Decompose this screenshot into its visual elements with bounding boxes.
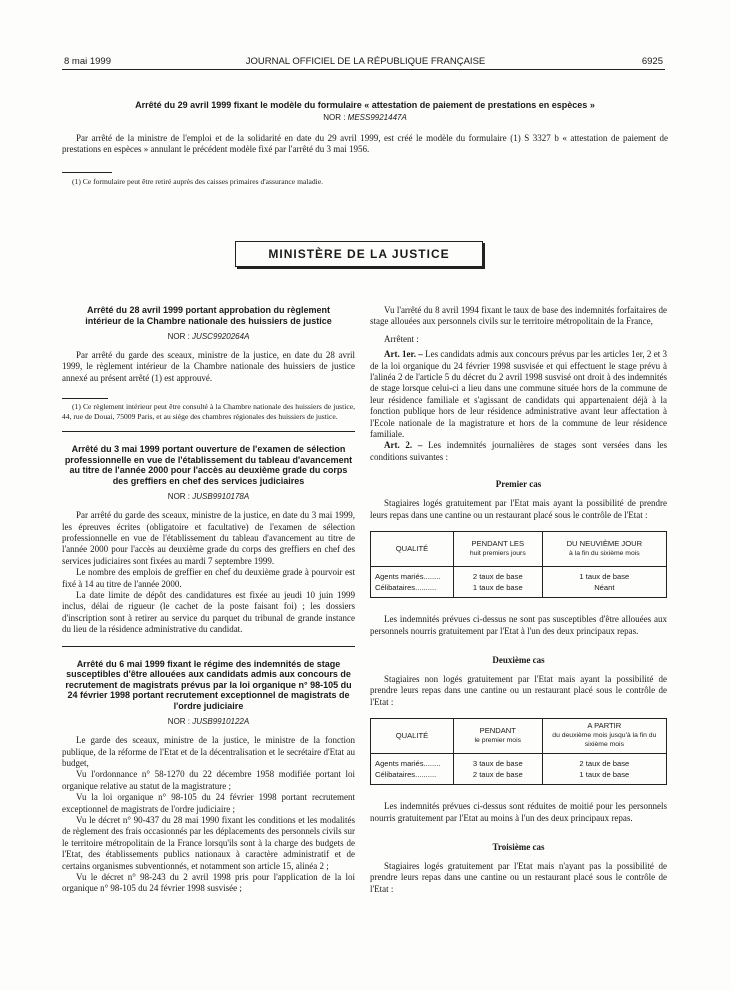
top-article-title: Arrêté du 29 avril 1999 fixant le modèle du formulaire « attestation de paiement de prestations en espèces » bbox=[135, 100, 595, 110]
article-paragraph: Le garde des sceaux, ministre de la justice, le ministre de la fonction publique, de la réforme de l'Etat et de la décentralisation et le secrétaire d'Etat au budget, bbox=[62, 735, 355, 768]
table-cell: 1 taux de base Néant bbox=[542, 567, 666, 598]
article-paragraph: Par arrêté du garde des sceaux, ministre de la justice, en date du 3 mai 1999, les épreuves écrites (obligatoire et facultative) de l'examen de sélection professionnelle en vue de l'établissement du tableau d'avancement au titre de l'année 2000 pour l'accès au deuxième grade du corps des greffiers en chef des services judiciaires sont fixées au mardi 7 septembre 1999. bbox=[62, 510, 355, 566]
nor-label: NOR : bbox=[167, 492, 191, 502]
table-header: QUALITÉ bbox=[371, 532, 454, 567]
table-cell: Agents mariés........ Célibataires.......... bbox=[371, 567, 454, 598]
case-heading: Deuxième cas bbox=[492, 654, 545, 665]
case-note: Les indemnités prévues ci-dessus ne sont pas susceptibles d'être allouées aux personnels nourris gratuitement par l'Etat à l'un des deux principaux repas. bbox=[370, 614, 667, 636]
nor-code: JUSB9910122A bbox=[192, 717, 250, 727]
nor-label: NOR : bbox=[167, 717, 191, 727]
case-heading: Troisième cas bbox=[492, 841, 545, 852]
article-1 bbox=[370, 349, 667, 440]
footnote-rule bbox=[62, 172, 112, 173]
article-footnote: (1) Ce règlement intérieur peut être consulté à la Chambre nationale des huissiers de justice, 44, rue de Douai, 75009 Paris, et au siège des chambres régionales des huissiers de justice. bbox=[62, 402, 355, 421]
right-column bbox=[370, 305, 667, 895]
article-paragraph: Vu la loi organique n° 98-105 du 24 février 1998 portant recrutement exceptionnel de magistrats de l'ordre judiciaire ; bbox=[62, 792, 355, 814]
footnote-rule bbox=[62, 398, 108, 399]
ministry-heading: MINISTÈRE DE LA JUSTICE bbox=[235, 241, 483, 267]
table-header: A PARTIR du deuxième mois jusqu'à la fin du sixième mois bbox=[542, 719, 666, 754]
header-journal-title: JOURNAL OFFICIEL DE LA RÉPUBLIQUE FRANÇAISE bbox=[245, 56, 486, 67]
top-article-nor bbox=[62, 113, 668, 122]
article-2-label: Art. 2. – bbox=[384, 440, 423, 451]
header-page-number: 6925 bbox=[641, 56, 663, 67]
nor-code: JUSC9920264A bbox=[192, 332, 250, 341]
article-paragraph: Vu le décret n° 98-243 du 2 avril 1998 pris pour l'application de la loi organique n° 98-105 du 24 février 1998 susvisée ; bbox=[62, 872, 355, 894]
case-heading: Premier cas bbox=[495, 479, 542, 490]
top-article-text: Par arrêté de la ministre de l'emploi et de la solidarité en date du 29 avril 1999, est créé le modèle du formulaire (1) S 3327 b « attestation de paiement de prestations en espèces » annulant le précédent modèle fixé par l'arrêté du 3 mai 1956. bbox=[62, 133, 668, 155]
table-cell: 2 taux de base 1 taux de base bbox=[542, 754, 666, 785]
article-title: Arrêté du 6 mai 1999 fixant le régime des indemnités de stage susceptibles d'être allouées aux candidats admis aux concours de recrutement de magistrats prévus par la loi organique n° 98-105 du 24 février 1998 portant recrutement exceptionnel de magistrats de l'ordre judiciaire bbox=[65, 658, 352, 711]
article-2-text: Les indemnités journalières de stages sont versées dans les conditions suivantes : bbox=[370, 440, 667, 462]
table-header: DU NEUVIÈME JOUR à la fin du sixième mois bbox=[542, 532, 666, 567]
article-paragraph: Vu l'arrêté du 8 avril 1994 fixant le taux de base des indemnités forfaitaires de stage allouées aux personnels civils sur le territoire métropolitain de la France, bbox=[370, 305, 667, 327]
article-2 bbox=[370, 440, 667, 463]
arretent-label: Arrêtent : bbox=[384, 333, 419, 344]
article-title: Arrêté du 3 mai 1999 portant ouverture de l'examen de sélection professionnelle en vue de l'établissement du tableau d'avancement au titre de l'année 2000 pour l'accès au deuxième grade du corps des greffiers en chef des services judiciaires bbox=[64, 444, 353, 486]
case-note: Les indemnités prévues ci-dessus sont réduites de moitié pour les personnels nourris gratuitement par l'Etat au moins à l'un des deux principaux repas. bbox=[370, 801, 667, 823]
case-text: Stagiaires logés gratuitement par l'Etat mais ayant la possibilité de prendre leurs repas dans une cantine ou un restaurant placé sous le contrôle de l'Etat : bbox=[370, 498, 667, 520]
indemnity-table bbox=[370, 718, 667, 785]
article-1-text: Les candidats admis aux concours prévus par les articles 1er, 2 et 3 de la loi organique du 24 février 1998 susvisée et qui effectuent le stage prévu à l'alinéa 2 de l'article 5 du décret du 2 avril 1998 susvisé ont droit à des indemnités de stage lorsque celui-ci a lieu dans une commune située hors de la commune de leur résidence familiale et s'agissant de candidats qui appartenaient déjà à la fonction publique hors de leur résidence administrative avant leur affectation à l'Ecole nationale de la magistrature et hors de la commune de leur résidence familiale. bbox=[370, 349, 668, 440]
article-paragraph: Vu le décret n° 90-437 du 28 mai 1990 fixant les conditions et les modalités de règlement des frais occasionnés par les déplacements des personnels civils sur le territoire métropolitain de la France lorsqu'ils sont à la charge des budgets de l'Etat, des établissements publics nationaux à caractère administratif et de certains organismes subventionnés, et notamment son article 15, alinéa 2 ; bbox=[62, 815, 355, 871]
table-header: PENDANT le premier mois bbox=[453, 719, 542, 754]
article-nor bbox=[62, 332, 355, 341]
nor-code: JUSB9910178A bbox=[192, 492, 250, 502]
case-text: Stagiaires non logés gratuitement par l'Etat mais ayant la possibilité de prendre leurs repas dans une cantine ou un restaurant placé sous le contrôle de l'Etat : bbox=[370, 673, 667, 707]
table-cell: Agents mariés........ Célibataires.......... bbox=[371, 754, 454, 785]
article-title: Arrêté du 28 avril 1999 portant approbation du règlement intérieur de la Chambre nationale des huissiers de justice bbox=[85, 305, 332, 326]
article-nor bbox=[62, 492, 355, 501]
article-nor bbox=[62, 717, 355, 726]
table-cell: 3 taux de base 2 taux de base bbox=[453, 754, 542, 785]
left-column bbox=[62, 305, 355, 895]
header-date: 8 mai 1999 bbox=[64, 56, 112, 67]
table-header: QUALITÉ bbox=[371, 719, 454, 754]
table-cell: 2 taux de base 1 taux de base bbox=[453, 567, 542, 598]
indemnity-table bbox=[370, 531, 667, 598]
header-rule bbox=[62, 69, 665, 70]
nor-label: NOR : bbox=[323, 113, 346, 122]
article-paragraph: Le nombre des emplois de greffier en chef du deuxième grade à pourvoir est fixé à 14 au titre de l'année 2000. bbox=[62, 567, 355, 589]
article-1-label: Art. 1er. – bbox=[384, 349, 423, 360]
article-paragraph: Vu l'ordonnance n° 58-1270 du 22 décembre 1958 modifiée portant loi organique relative au statut de la magistrature ; bbox=[62, 769, 355, 791]
nor-label: NOR : bbox=[167, 332, 190, 341]
case-text: Stagiaires logés gratuitement par l'Etat mais n'ayant pas la possibilité de prendre leurs repas dans une cantine ou un restaurant placé sous le contrôle de l'Etat : bbox=[370, 860, 667, 894]
article-paragraph: La date limite de dépôt des candidatures est fixée au jeudi 10 juin 1999 inclus, délai de rigueur (le cachet de la poste faisant foi) ; les dossiers d'inscription sont à retirer au service du parquet du tribunal de grande instance du lieu de la résidence administrative du candidat. bbox=[62, 590, 355, 635]
top-article-footnote: (1) Ce formulaire peut être retiré auprès des caisses primaires d'assurance maladie. bbox=[72, 177, 324, 186]
article-text: Par arrêté du garde des sceaux, ministre de la justice, en date du 28 avril 1999, le règlement intérieur de la Chambre nationale des huissiers de justice annexé au présent arrêté (1) est approuvé. bbox=[62, 350, 355, 383]
table-header: PENDANT LES huit premiers jours bbox=[453, 532, 542, 567]
nor-code: MESS9921447A bbox=[347, 113, 407, 122]
